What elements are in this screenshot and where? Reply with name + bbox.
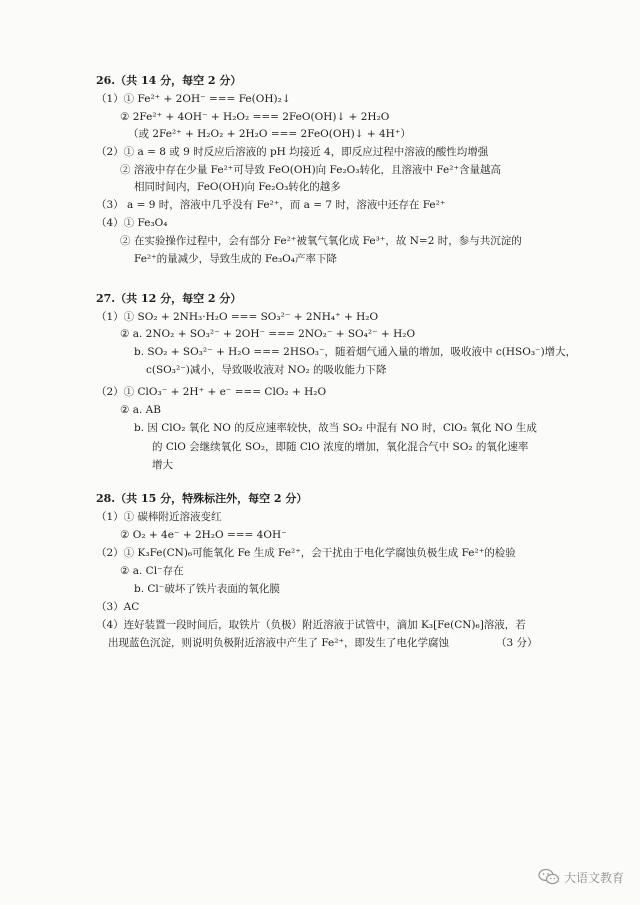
q26-line: （1）① Fe²⁺ + 2OH⁻ === Fe(OH)₂↓ [96,93,291,105]
q26-line: （4）① Fe₃O₄ [96,217,168,229]
q26-line: （或 2Fe²⁺ + H₂O₂ + 2H₂O === 2FeO(OH)↓ + 4H⁺） [128,128,411,140]
q28-line: ② O₂ + 4e⁻ + 2H₂O === 4OH⁻ [120,529,287,541]
q27-line: b. 因 ClO₂ 氧化 NO 的反应速率较快，故当 SO₂ 中混有 NO 时，ClO₂ 氧化 NO 生成 [134,422,537,434]
q26-line: （2）① a = 8 或 9 时反应后溶液的 pH 均接近 4，即反应过程中溶液的酸性均增强 [96,146,489,158]
q26-line: ② 溶液中存在少量 Fe²⁺可导致 FeO(OH)向 Fe₂O₃转化，且溶液中 Fe²⁺含量越高 [120,164,501,176]
q28-score-note: （3 分） [496,637,538,649]
q28-line: ② a. Cl⁻存在 [120,565,184,577]
q26-line: ② 2Fe²⁺ + 4OH⁻ + H₂O₂ === 2FeO(OH)↓ + 2H₂O [120,111,390,123]
q27-line: ② a. AB [120,404,161,416]
q28-line: b. Cl⁻破坏了铁片表面的氧化膜 [134,583,280,595]
q27-line: b. SO₂ + SO₃²⁻ + H₂O === 2HSO₃⁻，随着烟气通入量的增加，吸收液中 c(HSO₃⁻)增大， [134,346,577,358]
q27-title: 27.（共 12 分，每空 2 分） [96,292,242,305]
q28-title: 28.（共 15 分，特殊标注外，每空 2 分） [96,492,308,505]
q27-line: 的 ClO 会继续氧化 SO₂，即随 ClO 浓度的增加，氧化混合气中 SO₂ 的氧化速率 [152,441,529,453]
q28-line: （3）AC [96,601,140,613]
q28-line: 出现蓝色沉淀，则说明负极附近溶液中产生了 Fe²⁺，即发生了电化学腐蚀 [108,637,450,649]
q26-line: ② 在实验操作过程中，会有部分 Fe²⁺被氧气氧化成 Fe³⁺，故 N=2 时，参与共沉淀的 [120,235,522,247]
q28-line: （1）① 碳棒附近溶液变红 [96,511,222,523]
q27-line: c(SO₃²⁻)减小，导致吸收液对 NO₂ 的吸收能力下降 [146,364,387,376]
q27-line: （2）① ClO₃⁻ + 2H⁺ + e⁻ === ClO₂ + H₂O [96,386,327,398]
q28-line: （2）① K₃Fe(CN)₆可能氧化 Fe 生成 Fe²⁺，会干扰由于电化学腐蚀负极生成 Fe²⁺的检验 [96,547,516,559]
q26-line: 相同时间内，FeO(OH)向 Fe₂O₃转化的越多 [134,181,341,193]
q27-line: 增大 [152,459,173,471]
q28-line: （4）连好装置一段时间后，取铁片（负极）附近溶液于试管中，滴加 K₃[Fe(CN)₆]溶液，若 [96,619,526,631]
watermark-text: 大语文教育 [563,870,624,885]
q26-line: Fe²⁺的量减少，导致生成的 Fe₃O₄产率下降 [134,253,337,265]
watermark [538,868,624,886]
wechat-icon [538,868,560,886]
q26-title: 26.（共 14 分，每空 2 分） [96,74,242,87]
q26-line: （3） a = 9 时，溶液中几乎没有 Fe²⁺，而 a = 7 时，溶液中还存在 Fe²⁺ [96,199,446,211]
q27-line: （1）① SO₂ + 2NH₃·H₂O === SO₃²⁻ + 2NH₄⁺ + H₂O [96,311,379,323]
q27-line: ② a. 2NO₂ + SO₃²⁻ + 2OH⁻ === 2NO₂⁻ + SO₄²⁻ + H₂O [120,328,416,340]
